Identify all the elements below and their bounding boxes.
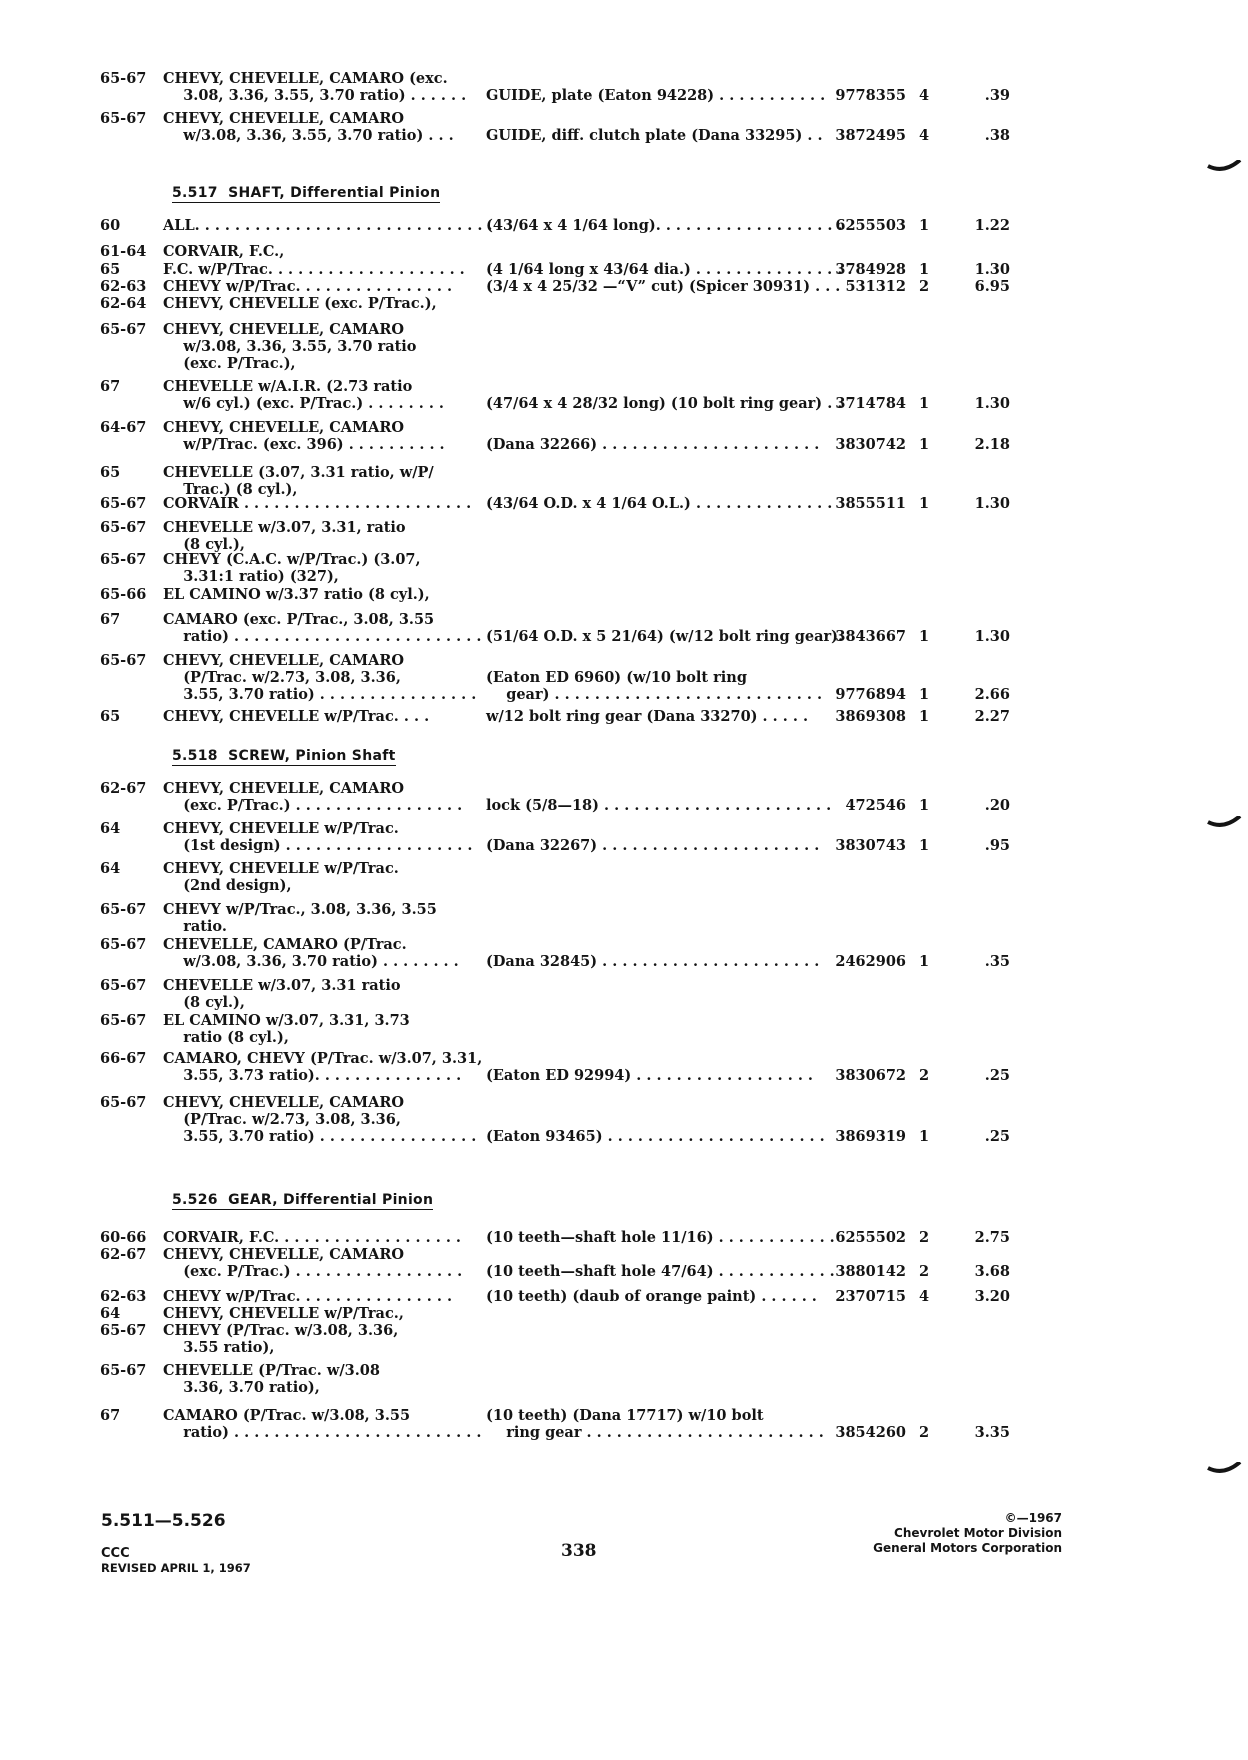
part-number: 3843667 (835, 628, 906, 646)
footer-corporation: General Motors Corporation (873, 1541, 1062, 1555)
model-application: CHEVY (P/Trac. w/3.08, 3.36, (163, 1322, 399, 1339)
page-number: 338 (561, 1541, 597, 1561)
model-application: CHEVY, CHEVELLE w/P/Trac. (163, 820, 399, 837)
footer-section-range: 5.511—5.526 (101, 1511, 226, 1531)
model-application: (exc. P/Trac.) . . . . . . . . . . . . . . . . . (163, 797, 463, 815)
part-number: 3880142 (835, 1263, 906, 1281)
model-application: CHEVY, CHEVELLE, CAMARO (163, 652, 405, 669)
part-number: 2462906 (835, 953, 906, 971)
model-years: 65-67 (100, 1094, 147, 1111)
footer-copyright: ©—1967 (1004, 1511, 1062, 1525)
model-application: CHEVELLE, CAMARO (P/Trac. (163, 936, 407, 953)
quantity: 1 (918, 1128, 930, 1146)
model-application: (P/Trac. w/2.73, 3.08, 3.36, (163, 1111, 401, 1129)
model-years: 64-67 (100, 419, 147, 436)
list-price: 6.95 (974, 278, 1010, 295)
part-number: 2370715 (835, 1288, 906, 1305)
model-application: CHEVY, CHEVELLE, CAMARO (exc. (163, 70, 448, 87)
model-application: (P/Trac. w/2.73, 3.08, 3.36, (163, 669, 401, 687)
quantity: 1 (918, 686, 930, 704)
part-description: (10 teeth—shaft hole 11/16) . . . . . . . . . . . . (486, 1229, 835, 1246)
model-application: 3.31:1 ratio) (327), (163, 568, 339, 586)
model-years: 65-67 (100, 321, 147, 338)
binder-mark-icon (1206, 816, 1242, 830)
quantity: 1 (918, 395, 930, 413)
model-application: 3.36, 3.70 ratio), (163, 1379, 320, 1397)
model-years: 65 (100, 464, 121, 481)
model-years: 60 (100, 217, 121, 234)
model-application: Trac.) (8 cyl.), (163, 481, 298, 499)
quantity: 1 (918, 708, 930, 725)
quantity: 2 (918, 1263, 930, 1281)
model-years: 65 (100, 708, 121, 725)
model-application: (1st design) . . . . . . . . . . . . . . . . . . . (163, 837, 473, 855)
model-years: 62-63 (100, 278, 147, 295)
model-application: CHEVELLE (P/Trac. w/3.08 (163, 1362, 380, 1379)
model-application: (8 cyl.), (163, 994, 245, 1012)
part-description: (10 teeth) (daub of orange paint) . . . . . . (486, 1288, 817, 1305)
model-application: CHEVY w/P/Trac., 3.08, 3.36, 3.55 (163, 901, 437, 918)
part-description: (10 teeth) (Dana 17717) w/10 bolt (486, 1407, 764, 1424)
part-description: (4 1/64 long x 43/64 dia.) . . . . . . . . . . . . . . . . (486, 261, 853, 278)
model-years: 67 (100, 611, 121, 628)
model-years: 65-67 (100, 1012, 147, 1029)
model-application: CHEVELLE (3.07, 3.31 ratio, w/P/ (163, 464, 434, 481)
list-price: .25 (984, 1067, 1010, 1085)
list-price: 2.27 (974, 708, 1010, 725)
footer-revised-date: REVISED APRIL 1, 1967 (101, 1561, 251, 1575)
model-application: CAMARO, CHEVY (P/Trac. w/3.07, 3.31, (163, 1050, 483, 1067)
quantity: 1 (918, 436, 930, 454)
part-description: (10 teeth—shaft hole 47/64) . . . . . . . . . . . . (486, 1263, 835, 1281)
part-description-continued: ring gear . . . . . . . . . . . . . . . . . . . . . . . . (486, 1424, 824, 1442)
part-number: 9778355 (835, 87, 906, 105)
model-years: 65-67 (100, 1362, 147, 1379)
part-number: 6255502 (835, 1229, 906, 1246)
part-description: (47/64 x 4 28/32 long) (10 bolt ring gear) . . (486, 395, 843, 413)
part-number: 3869308 (835, 708, 906, 725)
model-years: 65-67 (100, 551, 147, 568)
model-application: (2nd design), (163, 877, 292, 895)
model-application: CAMARO (exc. P/Trac., 3.08, 3.55 (163, 611, 435, 628)
part-description: (Eaton ED 92994) . . . . . . . . . . . . . . . . . . (486, 1067, 813, 1085)
model-years: 65-67 (100, 519, 147, 536)
model-application: w/3.08, 3.36, 3.55, 3.70 ratio) . . . (163, 127, 454, 145)
part-number: 6255503 (835, 217, 906, 234)
model-application: ALL. . . . . . . . . . . . . . . . . . . . . . . . . . . . . . (163, 217, 493, 234)
footer-division: Chevrolet Motor Division (894, 1526, 1062, 1540)
list-price: 3.68 (974, 1263, 1010, 1281)
part-description: (3/4 x 4 25/32 —“V” cut) (Spicer 30931) . . . (486, 278, 841, 295)
model-application: CHEVY w/P/Trac. . . . . . . . . . . . . . . . (163, 1288, 453, 1305)
model-application: CAMARO (P/Trac. w/3.08, 3.55 (163, 1407, 411, 1424)
part-number: 3855511 (835, 495, 906, 512)
model-application: CHEVY, CHEVELLE, CAMARO (163, 1246, 405, 1263)
quantity: 4 (918, 127, 930, 145)
model-years: 65-67 (100, 977, 147, 994)
model-application: CORVAIR, F.C. . . . . . . . . . . . . . . . . . . (163, 1229, 461, 1246)
model-application: CHEVY, CHEVELLE, CAMARO (163, 321, 405, 338)
model-application: CHEVELLE w/3.07, 3.31, ratio (163, 519, 406, 536)
part-number: 3854260 (835, 1424, 906, 1442)
model-application: CHEVY, CHEVELLE, CAMARO (163, 1094, 405, 1111)
model-application: 3.55 ratio), (163, 1339, 275, 1357)
model-application: CHEVY, CHEVELLE (exc. P/Trac.), (163, 295, 437, 312)
part-description: lock (5/8—18) . . . . . . . . . . . . . . . . . . . . . . . (486, 797, 832, 815)
section-heading: 5.517 SHAFT, Differential Pinion (172, 185, 441, 201)
model-application: CHEVELLE w/A.I.R. (2.73 ratio (163, 378, 413, 395)
model-years: 65-67 (100, 652, 147, 669)
part-number: 3869319 (835, 1128, 906, 1146)
list-price: .95 (984, 837, 1010, 855)
part-number: 3714784 (835, 395, 906, 413)
list-price: .25 (984, 1128, 1010, 1146)
footer-code: CCC (101, 1546, 130, 1561)
binder-mark-icon (1206, 1462, 1242, 1476)
model-application: F.C. w/P/Trac. . . . . . . . . . . . . . . . . . . . (163, 261, 465, 278)
model-years: 66-67 (100, 1050, 147, 1067)
list-price: 1.30 (974, 261, 1010, 278)
list-price: .39 (984, 87, 1010, 105)
quantity: 1 (918, 261, 930, 278)
model-years: 62-64 (100, 295, 147, 312)
list-price: 2.18 (974, 436, 1010, 454)
list-price: 3.20 (974, 1288, 1010, 1305)
model-application: ratio) . . . . . . . . . . . . . . . . . . . . . . . . . (163, 1424, 482, 1442)
list-price: .38 (984, 127, 1010, 145)
quantity: 1 (918, 495, 930, 512)
model-application: w/3.08, 3.36, 3.55, 3.70 ratio (163, 338, 417, 356)
list-price: 2.66 (974, 686, 1010, 704)
quantity: 4 (918, 1288, 930, 1305)
quantity: 1 (918, 837, 930, 855)
part-description: (Eaton ED 6960) (w/10 bolt ring (486, 669, 747, 687)
model-years: 62-63 (100, 1288, 147, 1305)
model-application: EL CAMINO w/3.07, 3.31, 3.73 (163, 1012, 410, 1029)
list-price: 3.35 (974, 1424, 1010, 1442)
list-price: .35 (984, 953, 1010, 971)
quantity: 1 (918, 953, 930, 971)
model-years: 65-67 (100, 110, 147, 127)
list-price: 1.22 (974, 217, 1010, 234)
model-years: 65 (100, 261, 121, 278)
model-application: w/P/Trac. (exc. 396) . . . . . . . . . . (163, 436, 445, 454)
part-description: w/12 bolt ring gear (Dana 33270) . . . . . (486, 708, 808, 725)
model-years: 65-67 (100, 495, 147, 512)
model-application: 3.08, 3.36, 3.55, 3.70 ratio) . . . . . . (163, 87, 467, 105)
part-description: (43/64 O.D. x 4 1/64 O.L.) . . . . . . . . . . . . . . (486, 495, 833, 512)
quantity: 2 (918, 1424, 930, 1442)
model-application: CHEVY, CHEVELLE w/P/Trac., (163, 1305, 404, 1322)
quantity: 1 (918, 217, 930, 234)
part-description: (Dana 32266) . . . . . . . . . . . . . . . . . . . . . . (486, 436, 820, 454)
model-application: CHEVY, CHEVELLE w/P/Trac. (163, 860, 399, 877)
list-price: 2.75 (974, 1229, 1010, 1246)
part-number: 9776894 (835, 686, 906, 704)
model-years: 67 (100, 378, 121, 395)
part-number: 3830742 (835, 436, 906, 454)
binder-mark-icon (1206, 160, 1242, 174)
model-application: (8 cyl.), (163, 536, 245, 554)
list-price: 1.30 (974, 628, 1010, 646)
part-description: GUIDE, plate (Eaton 94228) . . . . . . . . . . . (486, 87, 826, 105)
part-description: (Eaton 93465) . . . . . . . . . . . . . . . . . . . . . . (486, 1128, 825, 1146)
part-description-continued: gear) . . . . . . . . . . . . . . . . . . . . . . . . . . . (486, 686, 823, 704)
model-years: 64 (100, 1305, 121, 1322)
quantity: 4 (918, 87, 930, 105)
part-number: 531312 (845, 278, 906, 295)
model-application: ratio. (163, 918, 227, 936)
model-application: CORVAIR, F.C., (163, 243, 285, 260)
model-application: CHEVY, CHEVELLE, CAMARO (163, 780, 405, 797)
part-description: (Dana 32845) . . . . . . . . . . . . . . . . . . . . . . (486, 953, 820, 971)
model-application: CHEVY (C.A.C. w/P/Trac.) (3.07, (163, 551, 421, 568)
model-years: 64 (100, 820, 121, 837)
model-years: 65-66 (100, 586, 147, 603)
model-application: EL CAMINO w/3.37 ratio (8 cyl.), (163, 586, 430, 603)
model-application: CHEVY, CHEVELLE w/P/Trac. . . . (163, 708, 430, 725)
model-application: CORVAIR . . . . . . . . . . . . . . . . . . . . . . . (163, 495, 472, 512)
part-description: (43/64 x 4 1/64 long). . . . . . . . . . . . . . . . . . . (486, 217, 843, 234)
model-years: 62-67 (100, 780, 147, 797)
model-years: 67 (100, 1407, 121, 1424)
model-application: w/6 cyl.) (exc. P/Trac.) . . . . . . . . (163, 395, 444, 413)
part-number: 3830672 (835, 1067, 906, 1085)
model-years: 62-67 (100, 1246, 147, 1263)
model-years: 65-67 (100, 1322, 147, 1339)
part-number: 3784928 (835, 261, 906, 278)
model-years: 65-67 (100, 70, 147, 87)
part-description: (51/64 O.D. x 5 21/64) (w/12 bolt ring gear). (486, 628, 844, 646)
model-application: 3.55, 3.70 ratio) . . . . . . . . . . . . . . . . (163, 1128, 477, 1146)
model-years: 65-67 (100, 901, 147, 918)
model-years: 61-64 (100, 243, 147, 260)
model-application: (exc. P/Trac.) . . . . . . . . . . . . . . . . . (163, 1263, 463, 1281)
model-years: 65-67 (100, 936, 147, 953)
model-application: CHEVY, CHEVELLE, CAMARO (163, 110, 405, 127)
part-description: (Dana 32267) . . . . . . . . . . . . . . . . . . . . . . (486, 837, 820, 855)
part-number: 472546 (845, 797, 906, 815)
model-application: (exc. P/Trac.), (163, 355, 296, 373)
model-application: 3.55, 3.70 ratio) . . . . . . . . . . . . . . . . (163, 686, 477, 704)
quantity: 2 (918, 1229, 930, 1246)
list-price: .20 (984, 797, 1010, 815)
part-number: 3830743 (835, 837, 906, 855)
model-application: CHEVY, CHEVELLE, CAMARO (163, 419, 405, 436)
list-price: 1.30 (974, 495, 1010, 512)
list-price: 1.30 (974, 395, 1010, 413)
model-application: CHEVY w/P/Trac. . . . . . . . . . . . . . . . (163, 278, 453, 295)
part-description: GUIDE, diff. clutch plate (Dana 33295) . . (486, 127, 823, 145)
model-application: ratio) . . . . . . . . . . . . . . . . . . . . . . . . . (163, 628, 482, 646)
quantity: 1 (918, 797, 930, 815)
quantity: 1 (918, 628, 930, 646)
section-heading: 5.518 SCREW, Pinion Shaft (172, 748, 396, 764)
part-number: 3872495 (835, 127, 906, 145)
model-years: 60-66 (100, 1229, 147, 1246)
model-application: CHEVELLE w/3.07, 3.31 ratio (163, 977, 401, 994)
section-heading: 5.526 GEAR, Differential Pinion (172, 1192, 434, 1208)
quantity: 2 (918, 1067, 930, 1085)
model-application: 3.55, 3.73 ratio). . . . . . . . . . . . . . . (163, 1067, 462, 1085)
model-application: w/3.08, 3.36, 3.70 ratio) . . . . . . . . (163, 953, 459, 971)
quantity: 2 (918, 278, 930, 295)
model-years: 64 (100, 860, 121, 877)
model-application: ratio (8 cyl.), (163, 1029, 289, 1047)
